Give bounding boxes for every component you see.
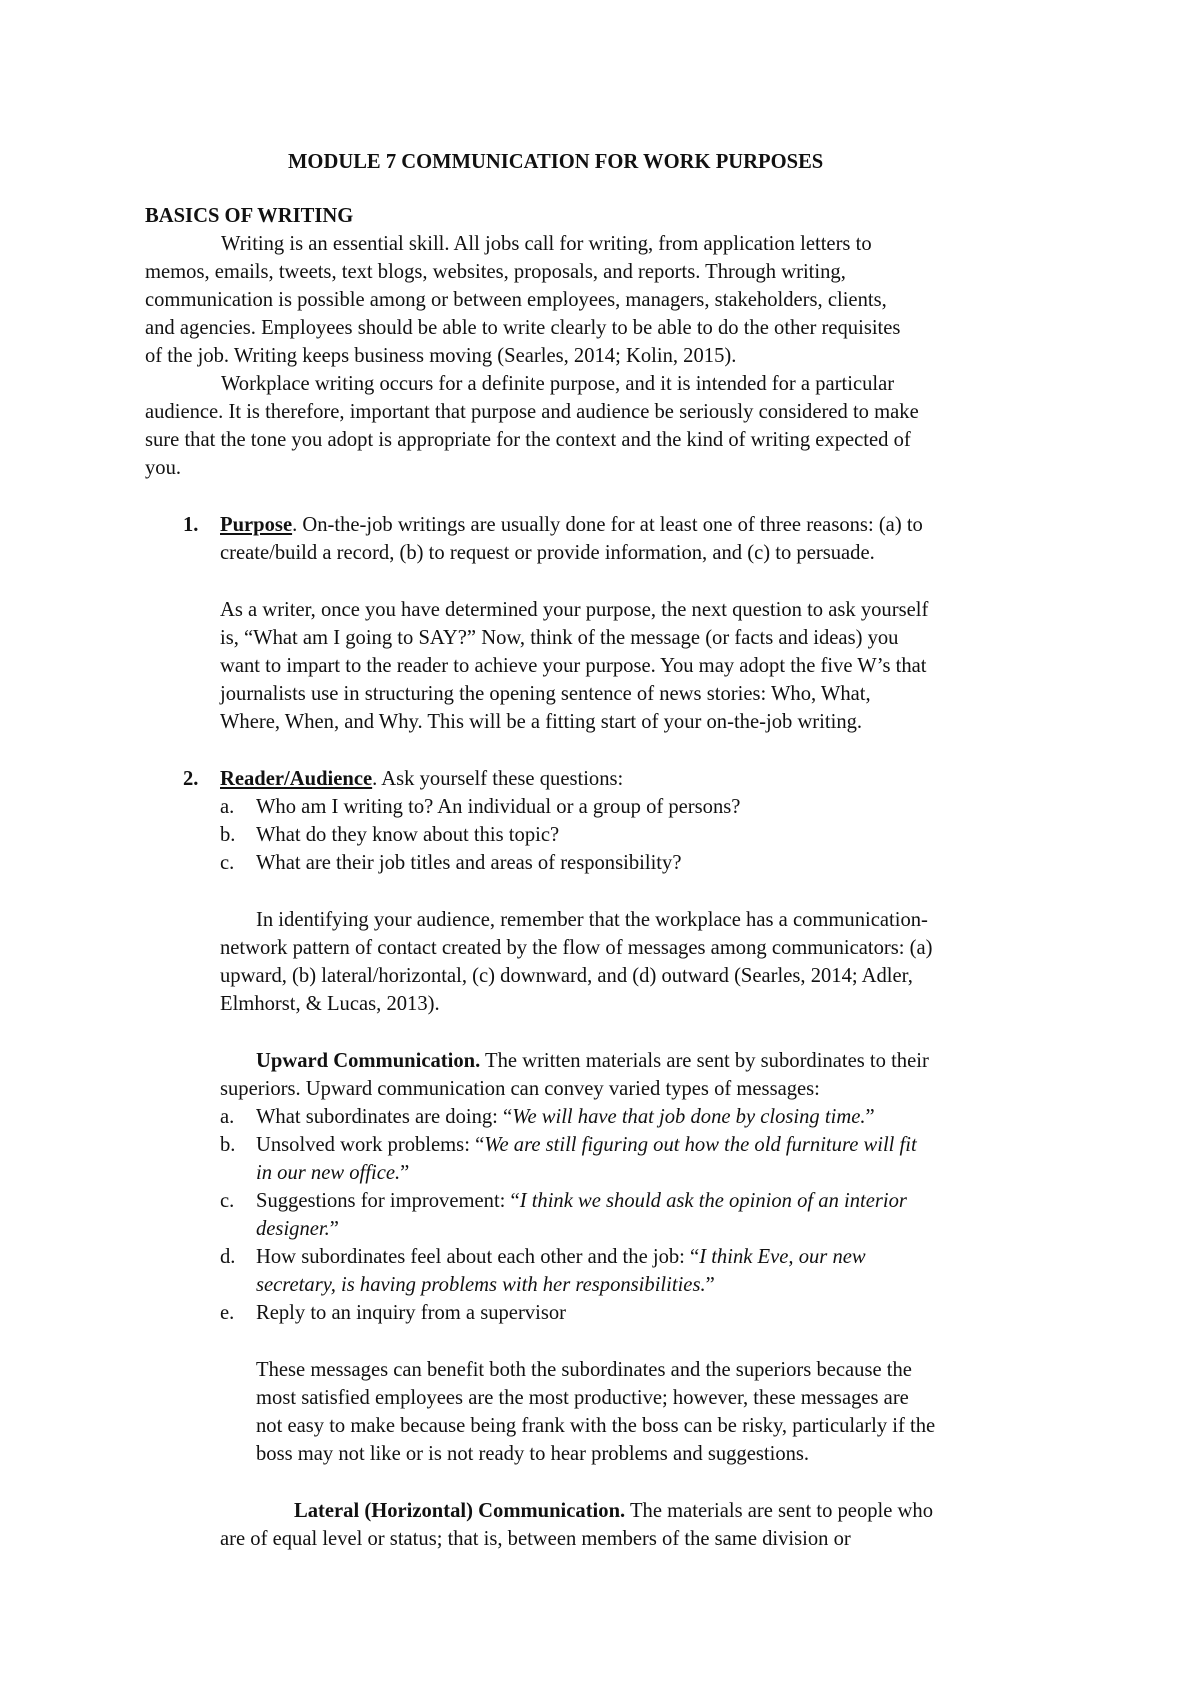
sub-letter: e. [220,1302,235,1324]
quote-text: I think we should ask the opinion of an interior [519,1190,907,1212]
quote-text: in our new office. [256,1162,401,1184]
sub-letter: b. [220,1134,236,1156]
text-line: are of equal level or status; that is, between members of the same division or [220,1528,851,1550]
text-run: Unsolved work problems: “ [256,1134,485,1156]
list-item [256,1243,866,1271]
text-line: memos, emails, tweets, text blogs, websites, proposals, and reports. Through writing, [145,261,846,283]
list-item-continuation [256,1159,409,1187]
text-line: is, “What am I going to SAY?” Now, think of the message (or facts and ideas) you [220,627,899,649]
text-run: The written materials are sent by subordinates to their [480,1050,929,1072]
text-line: Where, When, and Why. This will be a fitting start of your on-the-job writing. [220,711,863,733]
sub-letter: c. [220,1190,235,1212]
list-item-line [220,765,623,793]
quote-text: secretary, is having problems with her responsibilities. [256,1274,706,1296]
list-item-line [220,511,923,539]
sub-letter: d. [220,1246,236,1268]
question-text: What are their job titles and areas of responsibility? [256,852,682,874]
module-title: MODULE 7 COMMUNICATION FOR WORK PURPOSES [288,151,824,173]
list-number: 2. [183,768,199,790]
sub-letter: c. [220,852,235,874]
text-run: . On-the-job writings are usually done for at least one of three reasons: (a) to [292,514,923,536]
question-text: Who am I writing to? An individual or a group of persons? [256,796,741,818]
list-item [256,1131,917,1159]
purpose-term: Purpose [220,514,293,536]
lateral-heading: Lateral (Horizontal) Communication. [294,1500,626,1522]
text-line: network pattern of contact created by the flow of messages among communicators: (a) [220,937,933,959]
text-line: communication is possible among or between employees, managers, stakeholders, clients, [145,289,887,311]
text-line: of the job. Writing keeps business moving (Searles, 2014; Kolin, 2015). [145,345,737,367]
upward-heading: Upward Communication. [256,1050,481,1072]
text-run: How subordinates feel about each other and the job: “ [256,1246,700,1268]
text-line: superiors. Upward communication can convey varied types of messages: [220,1078,820,1100]
text-line: most satisfied employees are the most productive; however, these messages are [256,1387,909,1409]
text-line: want to impart to the reader to achieve your purpose. You may adopt the five W’s that [220,655,927,677]
sub-letter: b. [220,824,236,846]
text-run: ” [705,1274,715,1296]
text-run: . Ask yourself these questions: [372,768,624,790]
text-line: create/build a record, (b) to request or provide information, and (c) to persuade. [220,542,875,564]
text-line: In identifying your audience, remember that the workplace has a communication- [256,909,928,931]
quote-text: We are still figuring out how the old furniture will fit [484,1134,917,1156]
text-line: Workplace writing occurs for a definite purpose, and it is intended for a particular [221,373,895,395]
list-number: 1. [183,514,199,536]
text-line: you. [145,457,182,479]
quote-text: designer. [256,1218,330,1240]
question-text: What do they know about this topic? [256,824,560,846]
text-run: ” [329,1218,339,1240]
list-item [256,1187,907,1215]
text-line: audience. It is therefore, important that purpose and audience be seriously considered to make [145,401,919,423]
text-run: ” [400,1162,410,1184]
text-line: As a writer, once you have determined your purpose, the next question to ask yourself [220,599,929,621]
text-line [294,1497,933,1525]
text-line: Elmhorst, & Lucas, 2013). [220,993,440,1015]
text-line: sure that the tone you adopt is appropriate for the context and the kind of writing expected of [145,429,911,451]
text-run: Suggestions for improvement: “ [256,1190,520,1212]
text-line: Writing is an essential skill. All jobs call for writing, from application letters to [221,233,872,255]
section-heading: BASICS OF WRITING [145,205,354,227]
list-item [256,1103,875,1131]
list-item: Reply to an inquiry from a supervisor [256,1302,566,1324]
sub-letter: a. [220,796,235,818]
reader-audience-term: Reader/Audience [220,768,373,790]
text-run: The materials are sent to people who [625,1500,934,1522]
quote-text: I think Eve, our new [699,1246,866,1268]
text-run: What subordinates are doing: “ [256,1106,513,1128]
sub-letter: a. [220,1106,235,1128]
text-line: boss may not like or is not ready to hear problems and suggestions. [256,1443,810,1465]
quote-text: We will have that job done by closing time. [512,1106,866,1128]
text-line: These messages can benefit both the subordinates and the superiors because the [256,1359,912,1381]
text-line [256,1047,929,1075]
text-line: journalists use in structuring the opening sentence of news stories: Who, What, [220,683,871,705]
text-line: and agencies. Employees should be able to write clearly to be able to do the other requisites [145,317,901,339]
list-item-continuation [256,1215,339,1243]
text-line: upward, (b) lateral/horizontal, (c) downward, and (d) outward (Searles, 2014; Adler, [220,965,913,987]
list-item-continuation [256,1271,715,1299]
text-run: ” [865,1106,875,1128]
text-line: not easy to make because being frank with the boss can be risky, particularly if the [256,1415,936,1437]
